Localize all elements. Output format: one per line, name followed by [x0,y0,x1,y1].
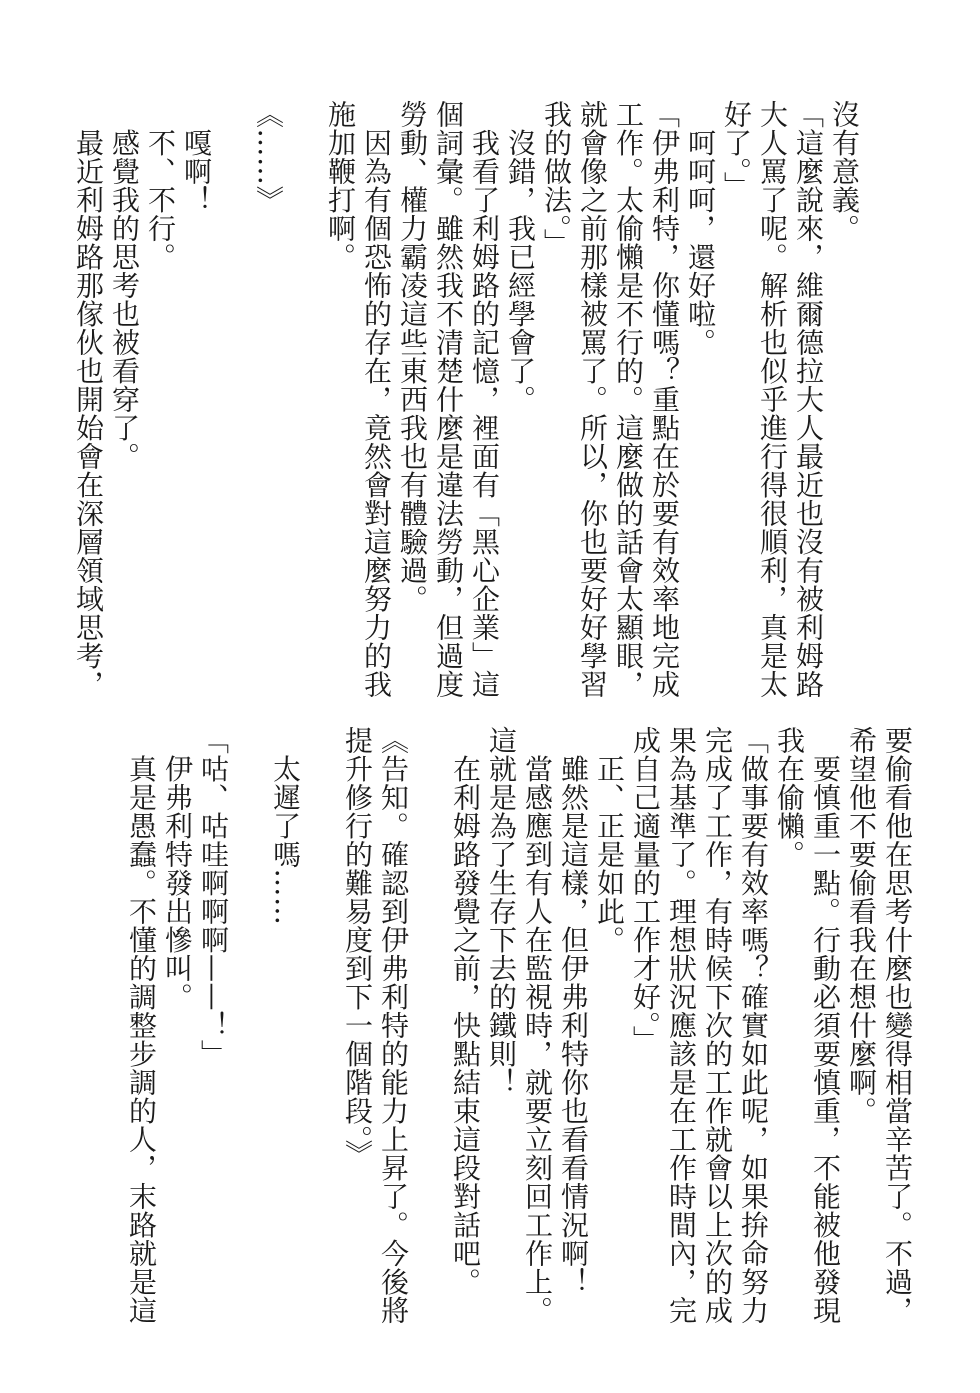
text-line: 工作。太偷懶是不行的。這麼做的話會太顯眼， [612,100,645,699]
blank-line [231,726,267,1316]
text-line: 大人罵了呢。解析也似乎進行得很順利，真是太 [756,100,789,699]
text-line: 呵呵呵，還好啦。 [684,100,717,357]
text-line: 就會像之前那樣被罵了。所以，你也要好好學習 [576,100,609,699]
text-line: 最近利姆路那傢伙也開始會在深層領域思考， [72,100,105,699]
text-line: 真是愚蠢。不懂的調整步調的人，末路就是這 [125,726,158,1325]
text-block-lower [123,726,915,1325]
text-line: 《……》 [252,100,285,214]
text-line: 施加鞭打啊。 [324,100,357,271]
text-line: 太遲了嗎…… [269,726,302,926]
text-line: 我在偷懶。 [773,726,806,869]
blank-line [411,726,447,1316]
text-line: 「咕、咕哇啊啊啊——！」 [197,726,230,1068]
text-line: 好了。」 [720,100,753,200]
text-line: 沒錯，我已經學會了。 [504,100,537,414]
text-line: 正、正是如此。 [593,726,626,954]
text-line: 「伊弗利特，你懂嗎？重點在於要有效率地完成 [648,100,681,699]
text-line: 在利姆路發覺之前，快點結束這段對話吧。 [449,726,482,1296]
text-line: 伊弗利特發出慘叫。 [161,726,194,1011]
text-line: 希望他不要偷看我在想什麼啊。 [845,726,878,1125]
text-line: 「做事要有效率嗎？確實如此呢，如果拚命努力 [737,726,770,1325]
text-line: 我看了利姆路的記憶，裡面有「黑心企業」這 [468,100,501,699]
text-line: 嘎啊！ [180,100,213,214]
text-line: 因為有個恐怖的存在，竟然會對這麼努力的我 [360,100,393,699]
text-line: 提升修行的難易度到下一個階段。》 [341,726,374,1168]
text-line: 「這麼說來，維爾德拉大人最近也沒有被利姆路 [792,100,825,699]
text-line: 沒有意義。 [828,100,861,243]
text-line: 我的做法。」 [540,100,573,257]
text-line: 感覺我的思考也被看穿了。 [108,100,141,471]
text-line: 個詞彙。雖然我不清楚什麼是違法勞動，但過度 [432,100,465,699]
text-line: 這就是為了生存下去的鐵則！ [485,726,518,1097]
text-line: 完成了工作，有時候下次的工作就會以上次的成 [701,726,734,1325]
blank-line [303,726,339,1316]
text-line: 勞動、權力霸凌這些東西我也有體驗過。 [396,100,429,613]
text-line: 要慎重一點。行動必須要慎重，不能被他發現 [809,726,842,1325]
text-line: 果為基準了。理想狀況應該是在工作時間內，完 [665,726,698,1325]
text-line: 成自己適量的工作才好。」 [629,726,662,1054]
blank-line [214,100,250,690]
text-block-upper [70,100,862,699]
text-line: 當感應到有人在監視時，就要立刻回工作上。 [521,726,554,1325]
text-line: 《告知。確認到伊弗利特的能力上昇了。今後將 [377,726,410,1325]
blank-line [286,100,322,690]
text-line: 要偷看他在思考什麼也變得相當辛苦了。不過， [881,726,914,1325]
text-line: 不、不行。 [144,100,177,271]
text-line: 雖然是這樣，但伊弗利特你也看看情況啊！ [557,726,590,1296]
